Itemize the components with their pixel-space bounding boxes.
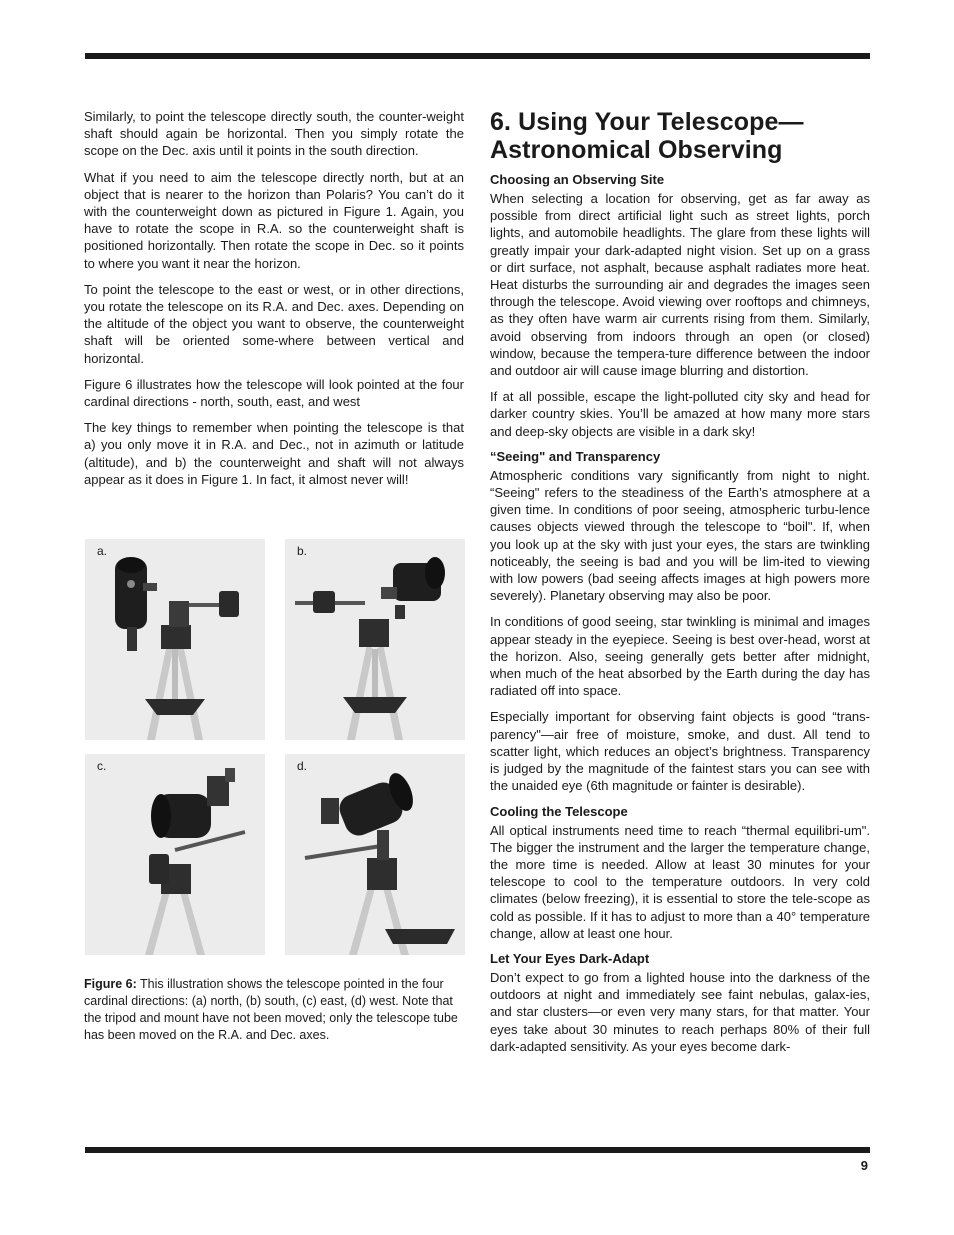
body-paragraph: To point the telescope to the east or west, or in other directions, you rotate the telescope on its R.A. and Dec. axes. Depending on the altitude of the object you want to observe, the counterweight shaft will be oriented some-where between vertical and horizontal. [84,281,464,366]
caption-text: This illustration shows the telescope pointed in the four cardinal directions: (a) north, (b) south, (c) east, (d) west. Note that the tripod and mount have not been moved; only the telescope tube has been moved on the R.A. and Dec. axes. [84,977,458,1042]
body-paragraph: When selecting a location for observing, get as far away as possible from direct artificial light such as street lights, porch lights, and automobile headlights. The glare from these lights will greatly impair your dark-adapted night vision. Set up on a grass or dirt surface, not asphalt, because asphalt radiates more heat. Heat disturbs the surrounding air and degrades the images seen through the telescope. Avoid viewing over rooftops and chimneys, as they often have warm air currents rising from them. Similarly, avoid observing from indoors through an open (or closed) window, because the tempera-ture difference between the indoor and outdoor air will cause image blurring and distortion. [490,191,870,379]
body-paragraph: The key things to remember when pointing the telescope is that a) you only move it in R.A. and Dec., not in azimuth or latitude (altitude), and b) the counterweight and shaft will not always appear as it does in Figure 1. In fact, it almost never will! [84,420,464,487]
page-number: 9 [860,1158,868,1173]
panel-label-c: c. [97,759,107,773]
figure-caption [84,976,466,1044]
subsection-heading: Let Your Eyes Dark-Adapt [490,950,650,966]
panel-label-a: a. [97,544,108,558]
telescope-photo-south [285,539,465,740]
telescope-photo-west [285,754,465,955]
right-column [490,108,870,1064]
body-paragraph: Similarly, to point the telescope directly south, the counter-weight shaft should again be horizontal. Then you simply rotate the scope on the Dec. axis until it points in the south direction. [84,109,464,159]
telescope-photo-north [85,539,265,740]
body-paragraph: Especially important for observing faint objects is good “trans-parency"—air free of moisture, smoke, and dust. All tend to scatter light, which reduces an object’s brightness. Transparency is judged by the magnitude of the faintest stars you can see with the unaided eye (6th magnitude or fainter is desirable). [490,709,870,794]
body-paragraph: If at all possible, escape the light-polluted city sky and head for darker country skies. You’ll be amazed at how many more stars and deep-sky objects are visible in a dark sky! [490,389,870,439]
subsection-heading: Cooling the Telescope [490,803,628,819]
section-title-line-2: Astronomical Observing [490,136,783,164]
top-rule [85,53,870,59]
telescope-photo-east [85,754,265,955]
section-title [490,108,870,164]
telescope-west-illustration [285,754,465,955]
body-paragraph: What if you need to aim the telescope directly north, but at an object that is nearer to the horizon than Polaris? You can’t do it with the counterweight down as pictured in Figure 1. Again, you have to rotate the scope in R.A. so the counterweight shaft is positioned horizontally. Then rotate the scope in Dec. so it points to where you want it near the horizon. [84,169,464,271]
telescope-north-illustration [85,539,265,740]
telescope-south-illustration [285,539,465,740]
body-paragraph: In conditions of good seeing, star twinkling is minimal and images appear steady in the eyepiece. Seeing is best over-head, worst at the horizon. Also, seeing generally gets better after midnight, when much of the heat absorbed by the Earth during the day has radiated off into space. [490,614,870,699]
panel-label-d: d. [297,759,308,773]
bottom-rule [85,1147,870,1153]
section-title-line-1: 6. Using Your Telescope— [490,108,804,136]
figure-6 [85,539,465,964]
panel-label-b: b. [297,544,308,558]
body-paragraph: All optical instruments need time to reach “thermal equilibri-um". The bigger the instrument and the larger the temperature change, the more time is needed. Allow at least 30 minutes for your telescope to cool to the temperature outdoors. In very cold climates (below freezing), it is essential to store the tele-scope as cold as possible. If it has to adjust to more than a 40° temperature change, allow at least one hour. [490,822,870,941]
subsection-heading: Choosing an Observing Site [490,172,665,187]
body-paragraph: Figure 6 illustrates how the telescope will look pointed at the four cardinal directions - north, south, east, and west [84,376,464,410]
body-paragraph: Don’t expect to go from a lighted house into the darkness of the outdoors at night and immediately see faint nebulas, galax-ies, and star clusters—or even very many stars, for that matter. Your eyes take about 30 minutes to reach perhaps 80% of their full dark-adapted sensitivity. As your eyes become dark- [490,969,870,1054]
subsection-heading: “Seeing" and Transparency [490,448,661,464]
body-paragraph: Atmospheric conditions vary significantly from night to night. “Seeing" refers to the steadiness of the Earth’s atmosphere at a given time. In conditions of poor seeing, atmospheric turbu-lence causes objects viewed through the telescope to “boil". If, when you look up at the sky with just your eyes, the stars are twinkling noticeably, the seeing is bad and you will be lim-ited to viewing with low powers (bad seeing affects images at high powers more severely). Planetary observing may also be poor. [490,467,870,604]
left-column [84,108,464,497]
caption-label: Figure 6: [84,977,137,991]
telescope-east-illustration [85,754,265,955]
